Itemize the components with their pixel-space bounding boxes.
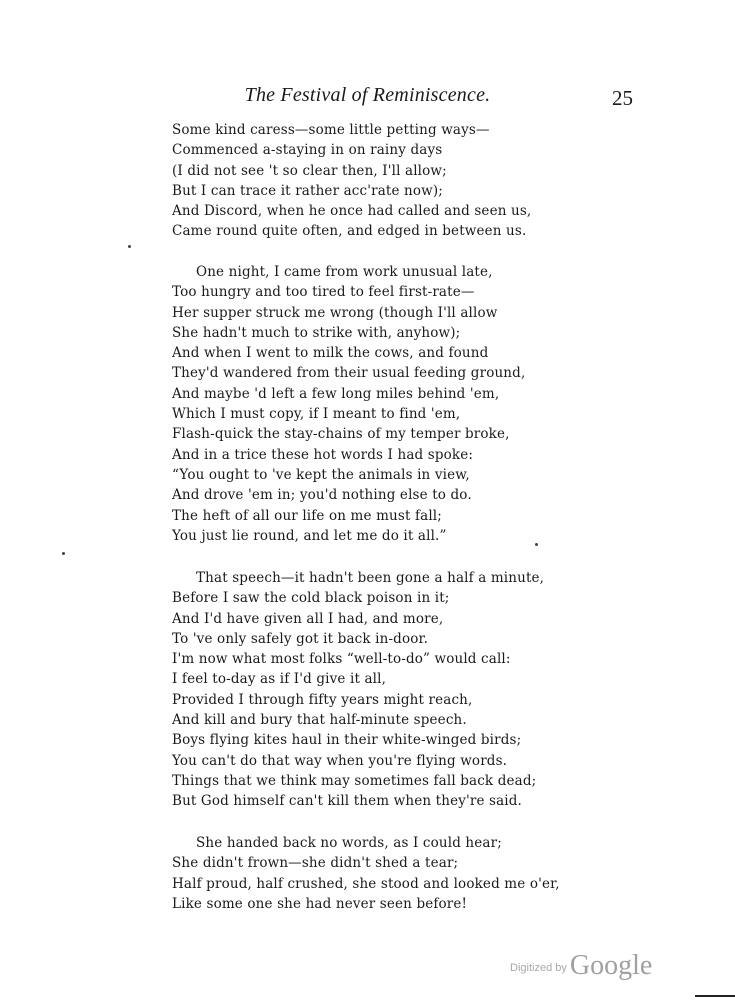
verse-line: Provided I through fifty years might reach, (172, 691, 473, 708)
verse-line: But God himself can't kill them when they're said. (172, 793, 523, 810)
page-number: 25 (612, 86, 633, 110)
stanza-2 (172, 262, 525, 546)
print-speck (535, 543, 538, 546)
verse-line: “You ought to 've kept the animals in view, (172, 466, 470, 483)
verse-line: You can't do that way when you're flying words. (172, 752, 508, 769)
print-speck (62, 552, 65, 555)
verse-line: Before I saw the cold black poison in it; (172, 590, 450, 607)
running-title: The Festival of Reminiscence. (244, 84, 491, 106)
verse-line: She handed back no words, as I could hear; (196, 835, 502, 851)
verse-line: And in a trice these hot words I had spoke: (172, 446, 474, 463)
verse-line: And I'd have given all I had, and more, (172, 610, 444, 627)
verse-line: To 've only safely got it back in-door. (172, 630, 429, 647)
verse-line: And Discord, when he once had called and seen us, (172, 203, 532, 220)
corner-rule (695, 995, 735, 997)
verse-line: Commenced a-staying in on rainy days (172, 142, 443, 159)
print-speck (128, 245, 131, 248)
verse-line: Too hungry and too tired to feel first-rate— (172, 284, 475, 301)
verse-line: And drove 'em in; you'd nothing else to do. (172, 487, 472, 504)
verse-line: And maybe 'd left a few long miles behind 'em, (172, 385, 500, 402)
verse-line: Which I must copy, if I meant to find 'em, (172, 406, 461, 423)
stanza-3 (172, 568, 544, 812)
verse-line: Half proud, half crushed, she stood and looked me o'er, (172, 875, 560, 892)
verse-line: Things that we think may sometimes fall back dead; (172, 772, 537, 789)
verse-line: That speech—it hadn't been gone a half a minute, (196, 570, 545, 586)
verse-line: Her supper struck me wrong (though I'll allow (172, 304, 498, 321)
stanza-4 (172, 833, 560, 914)
verse-line: Flash-quick the stay-chains of my temper broke, (172, 426, 510, 443)
verse-line: I'm now what most folks “well-to-do” would call: (172, 651, 511, 668)
verse-line: She didn't frown—she didn't shed a tear; (172, 855, 459, 872)
verse-line: I feel to-day as if I'd give it all, (172, 671, 387, 688)
verse-line: But I can trace it rather acc'rate now); (172, 182, 443, 199)
verse-line: The heft of all our life on me must fall; (172, 507, 442, 524)
verse-line: Some kind caress—some little petting ways— (172, 122, 490, 138)
verse-line: (I did not see 't so clear then, I'll allow; (172, 162, 447, 179)
verse-line: Came round quite often, and edged in between us. (172, 223, 527, 240)
verse-line: And kill and bury that half-minute speech. (172, 712, 467, 729)
verse-line: They'd wandered from their usual feeding ground, (172, 365, 526, 382)
stanza-1 (172, 120, 531, 242)
digitized-by-watermark (510, 950, 652, 982)
verse-line: Boys flying kites haul in their white-winged birds; (172, 732, 522, 749)
verse-line: She hadn't much to strike with, anyhow); (172, 324, 461, 341)
verse-line: And when I went to milk the cows, and found (172, 345, 489, 362)
verse-line: One night, I came from work unusual late, (196, 264, 493, 280)
google-logo: Google (569, 950, 653, 981)
verse-line: Like some one she had never seen before! (172, 895, 468, 912)
verse-line: You just lie round, and let me do it all.” (172, 527, 447, 544)
digitized-prefix: Digitized by (510, 962, 567, 974)
